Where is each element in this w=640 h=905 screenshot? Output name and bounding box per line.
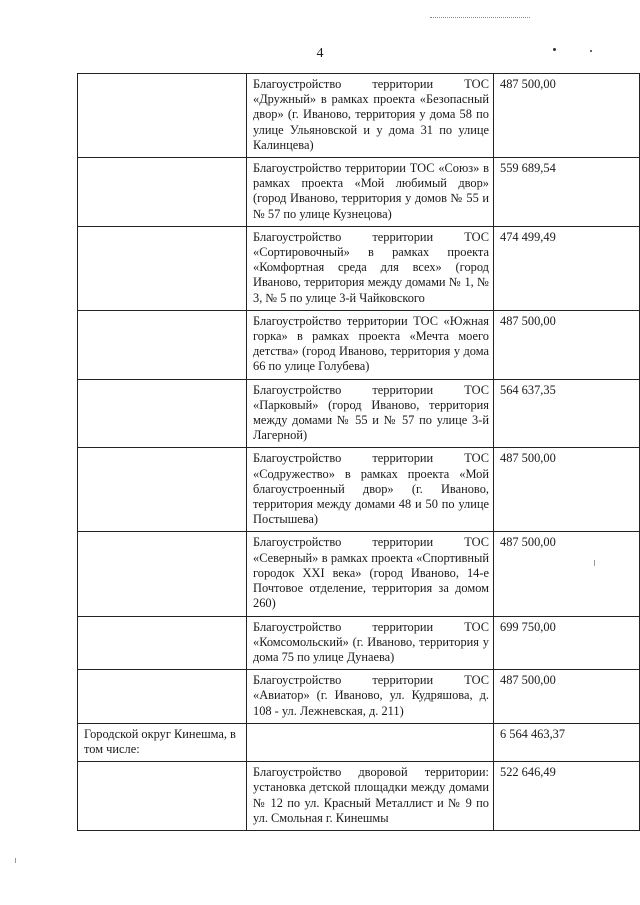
table-body (78, 74, 640, 831)
amount-cell: 6 564 463,37 (494, 723, 640, 761)
description-cell (247, 723, 494, 761)
table-row (78, 670, 640, 724)
table-row (78, 616, 640, 670)
description-cell: Благоустройство территории ТОС «Союз» в рамках проекта «Мой любимый двор» (город Иваново, территория у домов № 55 и № 57 по улице Кузнецова) (247, 158, 494, 227)
scan-artifact-mark (15, 858, 16, 863)
table-row (78, 532, 640, 616)
district-cell (78, 74, 247, 158)
table-row (78, 158, 640, 227)
district-cell (78, 379, 247, 448)
district-cell (78, 226, 247, 310)
description-cell: Благоустройство территории ТОС «Авиатор» (г. Иваново, ул. Кудряшова, д. 108 - ул. Лежневская, д. 211) (247, 670, 494, 724)
table-row (78, 74, 640, 158)
table-row (78, 448, 640, 532)
funding-table (77, 73, 640, 831)
scan-artifact-top (430, 17, 530, 20)
description-cell: Благоустройство дворовой территории: установка детской площадки между домами № 12 по ул. Красный Металлист и № 9 по ул. Смольная г. Кинешмы (247, 762, 494, 831)
description-cell: Благоустройство территории ТОС «Северный» в рамках проекта «Спортивный городок XXI века» (город Иваново, 14-е Почтовое отделение, территория за домом 260) (247, 532, 494, 616)
description-cell: Благоустройство территории ТОС «Комсомольский» (г. Иваново, территория у дома 75 по улице Дунаева) (247, 616, 494, 670)
district-cell (78, 448, 247, 532)
amount-cell: 487 500,00 (494, 448, 640, 532)
table-row (78, 226, 640, 310)
district-cell (78, 158, 247, 227)
amount-cell: 487 500,00 (494, 670, 640, 724)
district-cell (78, 532, 247, 616)
table-row-group (78, 723, 640, 761)
description-cell: Благоустройство территории ТОС «Содружество» в рамках проекта «Мой благоустроенный двор» (г. Иваново, территория между домами 48 и 50 по улице Постышева) (247, 448, 494, 532)
amount-cell: 487 500,00 (494, 310, 640, 379)
district-cell (78, 762, 247, 831)
amount-cell: 564 637,35 (494, 379, 640, 448)
district-cell (78, 670, 247, 724)
description-cell: Благоустройство территории ТОС «Южная горка» в рамках проекта «Мечта моего детства» (город Иваново, территория у дома 66 по улице Голубева) (247, 310, 494, 379)
description-cell: Благоустройство территории ТОС «Парковый» (город Иваново, территория между домами № 55 и № 57 по улице 3-й Лагерной) (247, 379, 494, 448)
amount-cell: 487 500,00 (494, 532, 640, 616)
district-cell (78, 616, 247, 670)
amount-cell: 474 499,49 (494, 226, 640, 310)
description-cell: Благоустройство территории ТОС «Сортировочный» в рамках проекта «Комфортная среда для всех» (город Иваново, территория между домами № 1, № 3, № 5 по улице 3-й Чайковского (247, 226, 494, 310)
amount-cell: 699 750,00 (494, 616, 640, 670)
table-row (78, 310, 640, 379)
district-name-cell: Городской округ Кинешма, в том числе: (78, 723, 247, 761)
amount-cell: 487 500,00 (494, 74, 640, 158)
table-row (78, 379, 640, 448)
page-number: 4 (316, 46, 324, 61)
table-row (78, 762, 640, 831)
amount-cell: 559 689,54 (494, 158, 640, 227)
district-cell (78, 310, 247, 379)
amount-cell: 522 646,49 (494, 762, 640, 831)
description-cell: Благоустройство территории ТОС «Дружный» в рамках проекта «Безопасный двор» (г. Иваново, территория у дома 58 по улице Ульяновской и у дома 31 по улице Калинцева) (247, 74, 494, 158)
